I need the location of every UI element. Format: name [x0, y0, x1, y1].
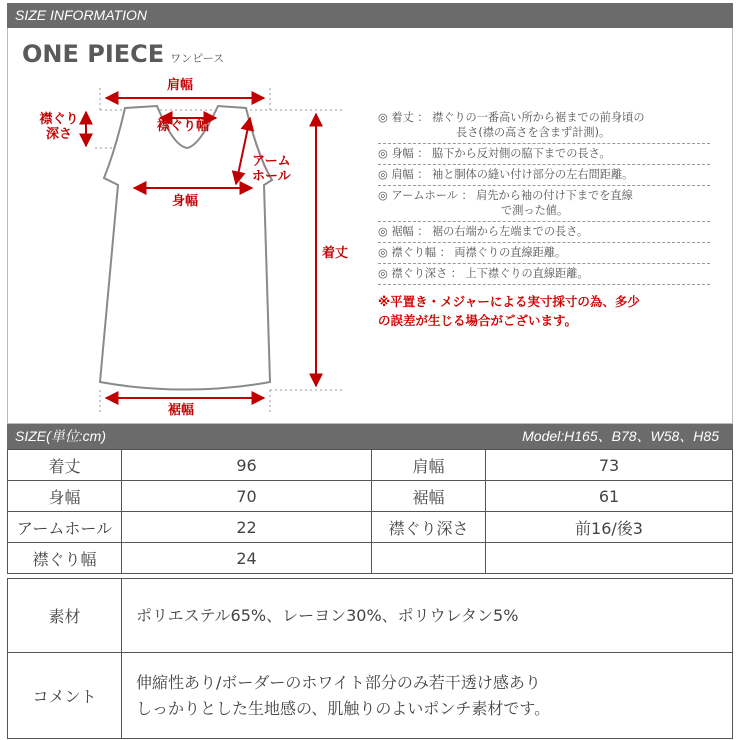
- comment-line1: 伸縮性あり/ボーダーのホワイト部分のみ若干透け感あり: [136, 672, 541, 692]
- product-name-jp: ワンピース: [170, 52, 225, 65]
- note-item: [378, 144, 710, 165]
- comment-line2: しっかりとした生地感の、肌触りのよいポンチ素材です。: [136, 698, 551, 718]
- table-row: [8, 579, 733, 653]
- note-text: ◎ 着丈 ： 襟ぐりの一番高い所から裾までの前身頃の: [378, 111, 645, 124]
- section-title: SIZE INFORMATION: [15, 7, 147, 23]
- size-value: 70: [122, 481, 372, 512]
- note-item: [378, 264, 710, 285]
- label-neck-depth-line1: 襟ぐり: [39, 112, 79, 127]
- model-info: Model:H165、B78、W58、H85: [522, 428, 719, 444]
- warning-line1: ※平置き・メジャーによる実寸採寸の為、多少: [378, 294, 640, 309]
- label-hem: 裾幅: [168, 403, 195, 418]
- table-row: [8, 512, 733, 543]
- size-value: [486, 543, 733, 574]
- note-item: [378, 165, 710, 186]
- label-neck-depth: [37, 112, 81, 142]
- product-name: ONE PIECE: [22, 40, 165, 68]
- material-table: [7, 578, 733, 739]
- note-text: ◎ 肩幅 ： 袖と胴体の縫い付け部分の左右間距離。: [378, 168, 634, 181]
- note-text: ◎ 襟ぐり深さ ： 上下襟ぐりの直線距離。: [378, 267, 589, 280]
- size-key: 肩幅: [372, 450, 486, 481]
- size-header: [7, 424, 733, 449]
- comment-label: コメント: [8, 653, 122, 739]
- table-row: [8, 450, 733, 481]
- note-text: ◎ 裾幅 ： 裾の右端から左端までの長さ。: [378, 225, 589, 238]
- size-value: 22: [122, 512, 372, 543]
- size-key: 襟ぐり幅: [8, 543, 122, 574]
- size-value: 24: [122, 543, 372, 574]
- label-shoulder: 肩幅: [167, 78, 194, 93]
- size-value: 61: [486, 481, 733, 512]
- label-neck-width: 襟ぐり幅: [157, 119, 210, 134]
- size-value: 96: [122, 450, 372, 481]
- label-armhole-line2: ホール: [252, 169, 291, 184]
- label-body: 身幅: [172, 194, 199, 209]
- comment-value: [122, 653, 733, 739]
- note-text-cont: で測った値。: [501, 204, 569, 217]
- note-item: [378, 108, 710, 144]
- measurement-notes: [378, 108, 710, 330]
- label-neck-depth-line2: 深さ: [45, 127, 72, 142]
- size-value: 73: [486, 450, 733, 481]
- measurement-warning: [378, 292, 710, 330]
- size-key: 裾幅: [372, 481, 486, 512]
- note-item: [378, 186, 710, 222]
- size-key: アームホール: [8, 512, 122, 543]
- note-text: ◎ アームホール ： 肩先から袖の付け下までを直線: [378, 189, 633, 202]
- material-value: ポリエステル65%、レーヨン30%、ポリウレタン5%: [122, 579, 733, 653]
- size-key: 襟ぐり深さ: [372, 512, 486, 543]
- note-item: [378, 243, 710, 264]
- label-armhole: [252, 154, 304, 184]
- size-table: [7, 449, 733, 574]
- material-label: 素材: [8, 579, 122, 653]
- table-row: [8, 543, 733, 574]
- table-row: [8, 481, 733, 512]
- note-item: [378, 222, 710, 243]
- note-text-cont: 長さ(襟の高さを含まず計測)。: [456, 126, 611, 139]
- size-key: 着丈: [8, 450, 122, 481]
- size-unit-label: SIZE(単位:cm): [15, 428, 106, 444]
- size-value: 前16/後3: [486, 512, 733, 543]
- label-length: 着丈: [322, 246, 349, 261]
- note-text: ◎ 襟ぐり幅 ： 両襟ぐりの直線距離。: [378, 246, 567, 259]
- warning-line2: の誤差が生じる場合がございます。: [378, 313, 578, 328]
- size-key: [372, 543, 486, 574]
- size-key: 身幅: [8, 481, 122, 512]
- label-armhole-line1: アーム: [252, 154, 291, 169]
- note-text: ◎ 身幅 ： 脇下から反対側の脇下までの長さ。: [378, 147, 611, 160]
- table-row: [8, 653, 733, 739]
